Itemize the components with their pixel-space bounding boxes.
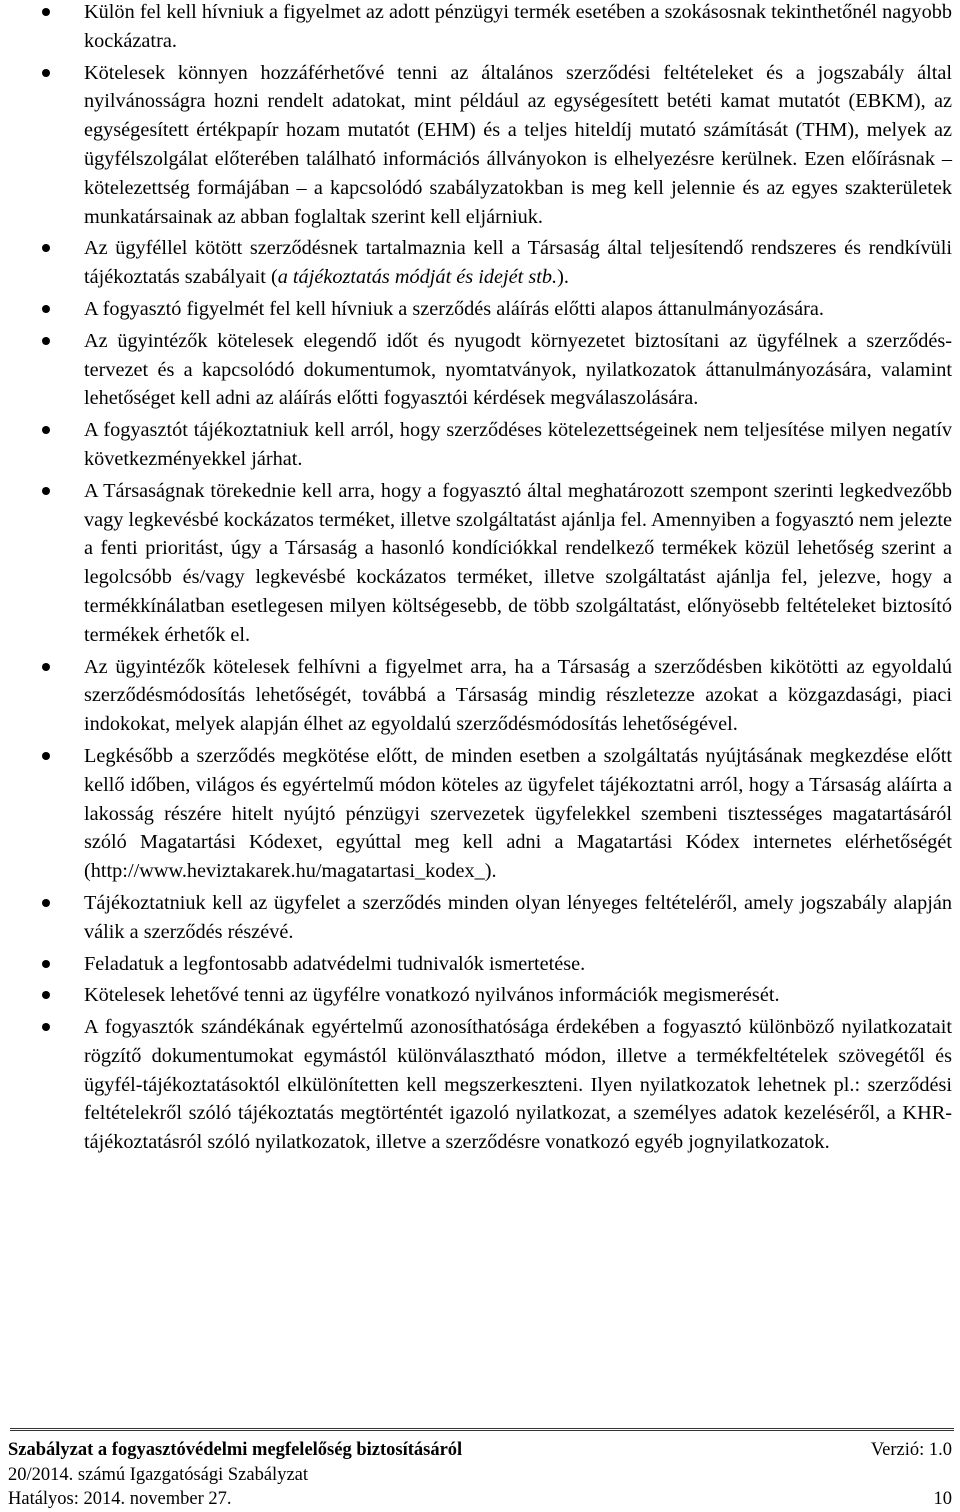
bullet-text: A fogyasztó figyelmét fel kell hívniuk a szerződés aláírás előtti alapos áttanulmányozására.	[84, 297, 824, 320]
footer-version: Verzió: 1.0	[870, 1440, 952, 1460]
bullet-text: Feladatuk a legfontosabb adatvédelmi tudnivalók ismertetése.	[84, 952, 586, 975]
bullet-icon	[42, 244, 50, 252]
bullet-text: Kötelesek könnyen hozzáférhetővé tenni az általános szerződési feltételeket és a jogszabály által nyilvánosságra hozni rendelt adatokat, mint például az egységesített betéti kamat mutatót (EBKM), az egységesített értékpapír hozam mutatót (EHM) és a teljes hiteldíj mutató számítását (THM), melyek az ügyfélszolgálat előterében található információs állványokon is elhelyezésre kerülnek. Ezen előírásnak – kötelezettség formájában – a kapcsolódó szabályzatokban is meg kell jelennie és az egyes szakterületek munkatársainak az abban foglaltak szerint kell eljárniuk.	[84, 61, 952, 228]
list-item	[0, 0, 960, 56]
bullet-icon	[42, 991, 50, 999]
bullet-icon	[42, 426, 50, 434]
list-item	[0, 1013, 960, 1157]
page-footer	[8, 1438, 952, 1512]
footer-divider	[10, 1428, 954, 1431]
list-item	[0, 416, 960, 474]
bullet-icon	[42, 752, 50, 760]
bullet-text: Az ügyféllel kötött szerződésnek tartalmaznia kell a Társaság által teljesítendő rendszeres és rendkívüli tájékoztatás szabályait (a tájékoztatás módját és idejét stb.).	[84, 237, 952, 289]
list-item	[0, 327, 960, 413]
footer-page-number: 10	[933, 1489, 952, 1510]
list-item	[0, 950, 960, 979]
bullet-text: A Társaságnak törekednie kell arra, hogy a fogyasztó által meghatározott szempont szerinti legkedvezőbb vagy legkevésbé kockázatos terméket, illetve szolgáltatást ajánlja fel. Amennyiben a fogyasztó nem jelezte a fenti prioritást, úgy a Társaság a hasonló kondíciókkal rendelkező termékek közül lehetőség szerint a legolcsóbb és/vagy legkevésbé kockázatos terméket, illetve szolgáltatást ajánlja fel, jelezve, hogy a termékkínálatban esetlegesen milyen költségesebb, de több szolgáltatást, előnyösebb feltételeket biztosító termékek érhetők el.	[84, 479, 952, 646]
bullet-icon	[42, 69, 50, 77]
bullet-text: A fogyasztók szándékának egyértelmű azonosíthatósága érdekében a fogyasztó különböző nyilatkozatait rögzítő dokumentumokat egymástól különválasztható módon, illetve a termékfeltételek szövegétől és ügyfél-tájékoztatásoktól elkülönítetten kell megszerkeszteni. Ilyen nyilatkozatok lehetnek pl.: szerződési feltételekről szóló tájékoztatás megtörténtét igazoló nyilatkozat, a személyes adatok kezeléséről, a KHR-tájékoztatásról szóló nyilatkozatok, illetve a szerződésre vonatkozó egyéb jognyilatkozatok.	[84, 1016, 952, 1154]
footer-title: Szabályzat a fogyasztóvédelmi megfelelőség biztosításáról	[8, 1440, 463, 1460]
list-item	[0, 653, 960, 739]
list-item	[0, 59, 960, 232]
bullet-icon	[42, 8, 50, 16]
footer-row-title	[8, 1438, 952, 1463]
bullet-text: Az ügyintézők kötelesek elegendő időt és nyugodt környezetet biztosítani az ügyfélnek a szerződés-tervezet és a kapcsolódó dokumentumok, nyomtatványok, nyilatkozatok áttanulmányozására, valamint lehetőséget kell adni az aláírás előtti fogyasztói kérdések megválaszolására.	[84, 329, 952, 410]
list-item	[0, 295, 960, 324]
bullet-icon	[42, 337, 50, 345]
bullet-icon	[42, 487, 50, 495]
footer-regulation: 20/2014. számú Igazgatósági Szabályzat	[8, 1464, 309, 1485]
footer-row-regulation	[8, 1463, 952, 1488]
bullet-text: Az ügyintézők kötelesek felhívni a figyelmet arra, ha a Társaság a szerződésben kikötötti az egyoldalú szerződésmódosítás lehetőségét, továbbá a Társaság mindig részletezze azokat a közgazdasági, piaci indokokat, melyek alapján élhet az egyoldalú szerződésmódosítás lehetőségével.	[84, 655, 952, 736]
bullet-icon	[42, 1023, 50, 1031]
list-item	[0, 889, 960, 947]
footer-row-effective	[8, 1487, 952, 1512]
list-item	[0, 477, 960, 650]
bullet-icon	[42, 899, 50, 907]
list-item	[0, 234, 960, 292]
bullet-text: A fogyasztót tájékoztatniuk kell arról, hogy szerződéses kötelezettségeinek nem teljesítése milyen negatív következményekkel járhat.	[84, 419, 952, 470]
footer-effective-date: Hatályos: 2014. november 27.	[8, 1489, 232, 1510]
bullet-text: Legkésőbb a szerződés megkötése előtt, de minden esetben a szolgáltatás nyújtásának megkezdése előtt kellő időben, világos és egyértelmű módon köteles az ügyfelet tájékoztatni arról, hogy a Társaság aláírta a lakosság részére hitelt nyújtó pénzügyi szervezetek ügyfelekkel szembeni tisztességes magatartásáról szóló Magatartási Kódexet, egyúttal meg kell adni a Magatartási Kódex internetes elérhetőségét (http://www.heviztakarek.hu/magatartasi_kodex_).	[84, 744, 952, 883]
bullet-icon	[42, 663, 50, 671]
list-item	[0, 981, 960, 1010]
bullet-icon	[42, 960, 50, 968]
bullet-text: Külön fel kell hívniuk a figyelmet az adott pénzügyi termék esetében a szokásosnak tekinthetőnél nagyobb kockázatra.	[84, 1, 952, 52]
bullet-icon	[42, 305, 50, 313]
bullet-text: Kötelesek lehetővé tenni az ügyfélre vonatkozó nyilvános információk megismerését.	[84, 984, 780, 1007]
bullet-text: Tájékoztatniuk kell az ügyfelet a szerződés minden olyan lényeges feltételéről, amely jogszabály alapján válik a szerződés részévé.	[84, 891, 952, 943]
list-item	[0, 742, 960, 886]
